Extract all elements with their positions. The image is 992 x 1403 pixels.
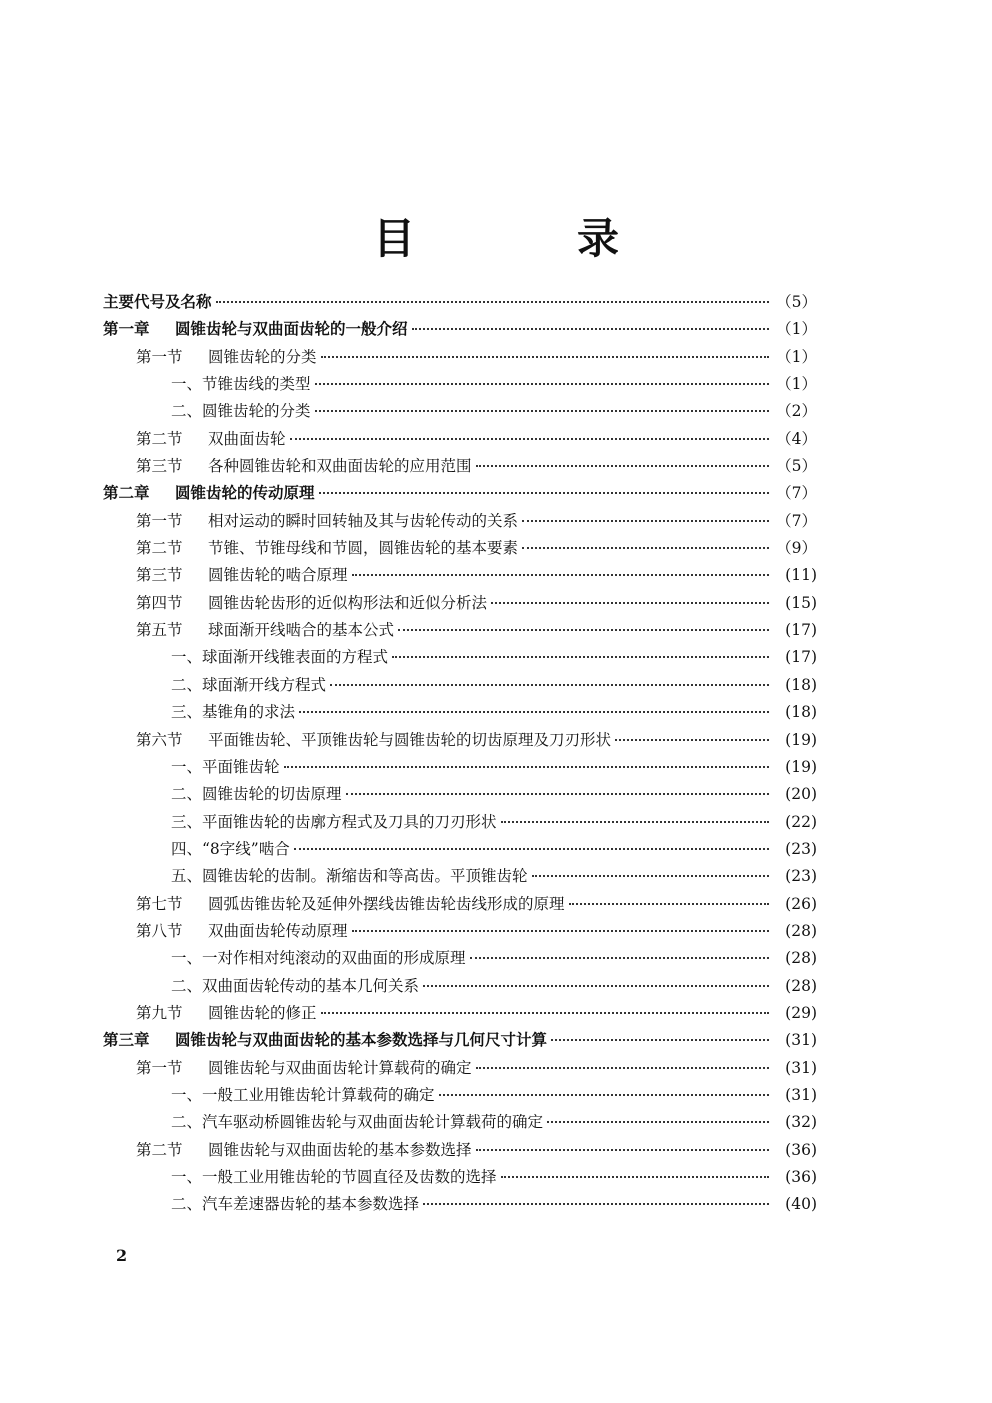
dot-leader <box>423 1203 769 1205</box>
toc-entry-title: 一、平面锥齿轮 <box>171 757 280 776</box>
dot-leader <box>476 1067 769 1069</box>
toc-subsection-entry[interactable] <box>103 1110 817 1137</box>
dot-leader <box>294 848 769 850</box>
dot-leader <box>547 1121 769 1123</box>
dot-leader <box>321 1012 769 1014</box>
toc-entry-label <box>171 399 311 421</box>
toc-entry-title: 节锥、节锥母线和节圆，圆锥齿轮的基本要素 <box>208 539 519 558</box>
toc-entry-title: 双曲面齿轮传动原理 <box>208 921 348 940</box>
toc-entry-title: 圆锥齿轮与双曲面齿轮计算载荷的确定 <box>208 1058 472 1077</box>
toc-entry-label <box>171 1165 497 1187</box>
dot-leader <box>392 656 769 658</box>
toc-subsection-entry[interactable] <box>103 645 817 672</box>
toc-entry-number: 第二章 <box>103 484 150 503</box>
toc-entry-title: 二、圆锥齿轮的分类 <box>171 402 311 421</box>
toc-entry-page: （1） <box>776 320 817 339</box>
toc-section-entry[interactable] <box>103 1001 817 1028</box>
toc-entry-label <box>171 645 388 667</box>
toc-entry-label <box>171 1110 543 1132</box>
toc-entry-label <box>171 1083 435 1105</box>
toc-entry-page: (11) <box>785 566 817 585</box>
toc-section-entry[interactable] <box>103 892 817 919</box>
dot-leader <box>299 711 769 713</box>
toc-entry-page: (40) <box>785 1195 817 1214</box>
dot-leader <box>319 492 769 494</box>
toc-subsection-entry[interactable] <box>103 755 817 782</box>
toc-subsection-entry[interactable] <box>103 1083 817 1110</box>
toc-entry-title: 双曲面齿轮 <box>208 429 286 448</box>
toc-entry-page: (19) <box>785 730 817 749</box>
page-number: 2 <box>116 1246 128 1265</box>
toc-section-entry[interactable] <box>103 919 817 946</box>
toc-entry-title: 圆锥齿轮的啮合原理 <box>208 566 348 585</box>
toc-entry-label <box>136 919 348 941</box>
toc-entry-page: (32) <box>785 1113 817 1132</box>
toc-entry-label <box>136 454 472 476</box>
toc-entry-label <box>136 345 317 367</box>
toc-entry-number: 第四节 <box>136 593 183 612</box>
toc-entry-page: (20) <box>785 785 817 804</box>
toc-entry-page: （2） <box>776 402 817 421</box>
dot-leader <box>522 547 769 549</box>
toc-section-entry[interactable] <box>103 1138 817 1165</box>
toc-entry-label <box>136 563 348 585</box>
toc-entry-page: (18) <box>785 703 817 722</box>
toc-entry-label <box>136 1056 472 1078</box>
toc-section-entry[interactable] <box>103 563 817 590</box>
toc-entry-page: (18) <box>785 675 817 694</box>
toc-entry-number: 第一节 <box>136 347 183 366</box>
toc-entry-page: （1） <box>776 347 817 366</box>
toc-entry-page: (23) <box>785 867 817 886</box>
toc-entry-number: 第二节 <box>136 539 183 558</box>
toc-entry-label <box>136 892 565 914</box>
dot-leader <box>476 1149 769 1151</box>
dot-leader <box>615 739 769 741</box>
toc-entry-title: 圆锥齿轮齿形的近似构形法和近似分析法 <box>208 593 488 612</box>
toc-entry-label <box>171 1192 419 1214</box>
toc-entry-page: (29) <box>785 1003 817 1022</box>
toc-entry-page: (23) <box>785 839 817 858</box>
toc-entry-number: 第二节 <box>136 429 183 448</box>
toc-entry-page: (31) <box>785 1031 817 1050</box>
toc-chapter-entry[interactable] <box>103 481 817 508</box>
dot-leader <box>569 903 769 905</box>
toc-entry-label <box>171 864 528 886</box>
toc-entry-title: 圆锥齿轮的传动原理 <box>175 484 315 503</box>
dot-leader <box>284 766 769 768</box>
toc-subsection-entry[interactable] <box>103 700 817 727</box>
page-title: 目 录 <box>372 214 679 263</box>
toc-entry-label <box>171 974 419 996</box>
toc-entry-number: 第七节 <box>136 894 183 913</box>
toc-entry-title: 球面渐开线啮合的基本公式 <box>208 621 395 640</box>
toc-entry-page: (17) <box>785 621 817 640</box>
toc-entry-number: 第六节 <box>136 730 183 749</box>
toc-entry-number: 第八节 <box>136 921 183 940</box>
toc-entry-label <box>136 1001 317 1023</box>
toc-entry-label <box>171 673 326 695</box>
toc-entry-number: 第一章 <box>103 320 150 339</box>
toc-entry-number: 第三章 <box>103 1031 150 1050</box>
dot-leader <box>216 301 769 303</box>
toc-entry-label <box>103 481 315 503</box>
dot-leader <box>476 465 769 467</box>
dot-leader <box>352 574 769 576</box>
toc-entry-title: 相对运动的瞬时回转轴及其与齿轮传动的关系 <box>208 511 519 530</box>
toc-entry-page: （7） <box>776 511 817 530</box>
toc-entry-number: 第一节 <box>136 511 183 530</box>
toc-entry-title: 一、一对作相对纯滚动的双曲面的形成原理 <box>171 949 466 968</box>
toc-subsection-entry[interactable] <box>103 782 817 809</box>
toc-entry-title: 一、一般工业用锥齿轮的节圆直径及齿数的选择 <box>171 1168 497 1186</box>
dot-leader <box>439 1094 769 1096</box>
toc-subsection-entry[interactable] <box>103 673 817 700</box>
toc-entry-label <box>103 290 212 312</box>
dot-leader <box>290 438 769 440</box>
dot-leader <box>491 602 769 604</box>
toc-entry-title: 一、球面渐开线锥表面的方程式 <box>171 648 389 667</box>
toc-entry-page: (36) <box>785 1140 817 1159</box>
toc-entry-label <box>171 372 311 394</box>
toc-entry-title: 三、基锥角的求法 <box>171 703 296 722</box>
toc-entry-page: (28) <box>785 921 817 940</box>
toc-entry-number: 第一节 <box>136 1058 183 1077</box>
toc-entry-label <box>171 700 295 722</box>
toc-subsection-entry[interactable] <box>103 1165 817 1192</box>
toc-subsection-entry[interactable] <box>103 1192 817 1219</box>
toc-entry-page: (17) <box>785 648 817 667</box>
toc-entry-title: 圆锥齿轮的分类 <box>208 347 317 366</box>
toc-entry-page: (22) <box>785 812 817 831</box>
toc-entry-title: 圆锥齿轮的修正 <box>208 1003 317 1022</box>
dot-leader <box>532 875 769 877</box>
toc-entry-number: 第三节 <box>136 457 183 476</box>
toc-entry-title: 三、平面锥齿轮的齿廓方程式及刀具的刀刃形状 <box>171 812 497 831</box>
toc-subsection-entry[interactable] <box>103 837 817 864</box>
toc-section-entry[interactable] <box>103 1056 817 1083</box>
toc-entry-page: (36) <box>785 1168 817 1186</box>
toc-section-entry[interactable] <box>103 618 817 645</box>
toc-entry-page: （5） <box>776 457 817 476</box>
toc-entry-page: (28) <box>785 949 817 968</box>
toc-entry-number: 第五节 <box>136 621 183 640</box>
dot-leader <box>330 684 769 686</box>
toc-entry-label <box>171 782 342 804</box>
toc-section-entry[interactable] <box>103 345 817 372</box>
toc-subsection-entry[interactable] <box>103 810 817 837</box>
toc-subsection-entry[interactable] <box>103 864 817 891</box>
dot-leader <box>398 629 769 631</box>
toc-section-entry[interactable] <box>103 454 817 481</box>
toc-entry-title: 主要代号及名称 <box>103 293 212 311</box>
table-of-contents <box>103 290 817 1220</box>
toc-entry-title: 一、一般工业用锥齿轮计算载荷的确定 <box>171 1085 435 1104</box>
toc-entry-label <box>171 837 290 859</box>
toc-entry-label <box>171 946 466 968</box>
dot-leader <box>412 328 769 330</box>
toc-entry-title: 二、双曲面齿轮传动的基本几何关系 <box>171 976 420 995</box>
toc-entry-label <box>136 618 394 640</box>
dot-leader <box>501 821 769 823</box>
toc-entry-label <box>136 591 487 613</box>
toc-subsection-entry[interactable] <box>103 946 817 973</box>
toc-entry-number: 第三节 <box>136 566 183 585</box>
toc-section-entry[interactable] <box>103 536 817 563</box>
toc-entry-page: (26) <box>785 894 817 913</box>
toc-entry-label <box>136 1138 472 1160</box>
toc-section-entry[interactable] <box>103 509 817 536</box>
toc-section-entry[interactable] <box>103 591 817 618</box>
toc-entry-page: （9） <box>776 539 817 558</box>
toc-entry-label <box>103 317 408 339</box>
toc-entry-title: 各种圆锥齿轮和双曲面齿轮的应用范围 <box>208 457 472 476</box>
toc-entry-title: 四、“8字线”啮合 <box>171 839 290 858</box>
toc-entry-title: 圆弧齿锥齿轮及延伸外摆线齿锥齿轮齿线形成的原理 <box>208 894 565 913</box>
toc-entry-title: 二、汽车驱动桥圆锥齿轮与双曲面齿轮计算载荷的确定 <box>171 1113 544 1132</box>
dot-leader <box>321 356 769 358</box>
toc-entry-page: (19) <box>785 757 817 776</box>
toc-subsection-entry[interactable] <box>103 399 817 426</box>
dot-leader <box>470 957 769 959</box>
toc-entry-title: 平面锥齿轮、平顶锥齿轮与圆锥齿轮的切齿原理及刀刃形状 <box>208 730 612 749</box>
dot-leader <box>551 1039 769 1041</box>
dot-leader <box>522 520 769 522</box>
toc-entry-page: (15) <box>785 593 817 612</box>
toc-entry-number: 第九节 <box>136 1003 183 1022</box>
toc-entry-title: 二、球面渐开线方程式 <box>171 675 327 694</box>
dot-leader <box>501 1176 769 1178</box>
toc-entry-title: 一、节锥齿线的类型 <box>171 375 311 394</box>
toc-entry-page: （4） <box>776 429 817 448</box>
toc-entry-label <box>136 427 286 449</box>
toc-entry-page: (31) <box>785 1085 817 1104</box>
toc-entry-label <box>136 536 518 558</box>
toc-entry-label <box>136 728 611 750</box>
toc-entry-label <box>171 755 280 777</box>
toc-chapter-entry[interactable] <box>103 1028 817 1055</box>
toc-chapter-entry[interactable] <box>103 317 817 344</box>
toc-entry-title: 二、圆锥齿轮的切齿原理 <box>171 785 342 804</box>
dot-leader <box>346 793 769 795</box>
dot-leader <box>352 930 769 932</box>
toc-entry-title: 圆锥齿轮与双曲面齿轮的基本参数选择与几何尺寸计算 <box>175 1031 548 1050</box>
toc-entry-page: (31) <box>785 1058 817 1077</box>
toc-section-entry[interactable] <box>103 728 817 755</box>
toc-entry-page: （7） <box>776 484 817 503</box>
toc-entry-page: （1） <box>776 375 817 394</box>
dot-leader <box>315 410 769 412</box>
dot-leader <box>423 985 769 987</box>
toc-subsection-entry[interactable] <box>103 974 817 1001</box>
toc-entry-label <box>136 509 518 531</box>
toc-entry-title: 二、汽车差速器齿轮的基本参数选择 <box>171 1195 420 1214</box>
toc-entry-page: (28) <box>785 976 817 995</box>
toc-entry-label <box>103 1028 547 1050</box>
toc-entry-page: （5） <box>776 293 817 311</box>
toc-entry-title: 五、圆锥齿轮的齿制。渐缩齿和等高齿。平顶锥齿轮 <box>171 867 528 886</box>
toc-section-entry[interactable] <box>103 427 817 454</box>
toc-entry-label <box>171 810 497 832</box>
toc-entry-number: 第二节 <box>136 1140 183 1159</box>
toc-entry-title: 圆锥齿轮与双曲面齿轮的基本参数选择 <box>208 1140 472 1159</box>
toc-subsection-entry[interactable] <box>103 372 817 399</box>
toc-chapter-entry[interactable] <box>103 290 817 317</box>
dot-leader <box>315 383 769 385</box>
toc-entry-title: 圆锥齿轮与双曲面齿轮的一般介绍 <box>175 320 408 339</box>
